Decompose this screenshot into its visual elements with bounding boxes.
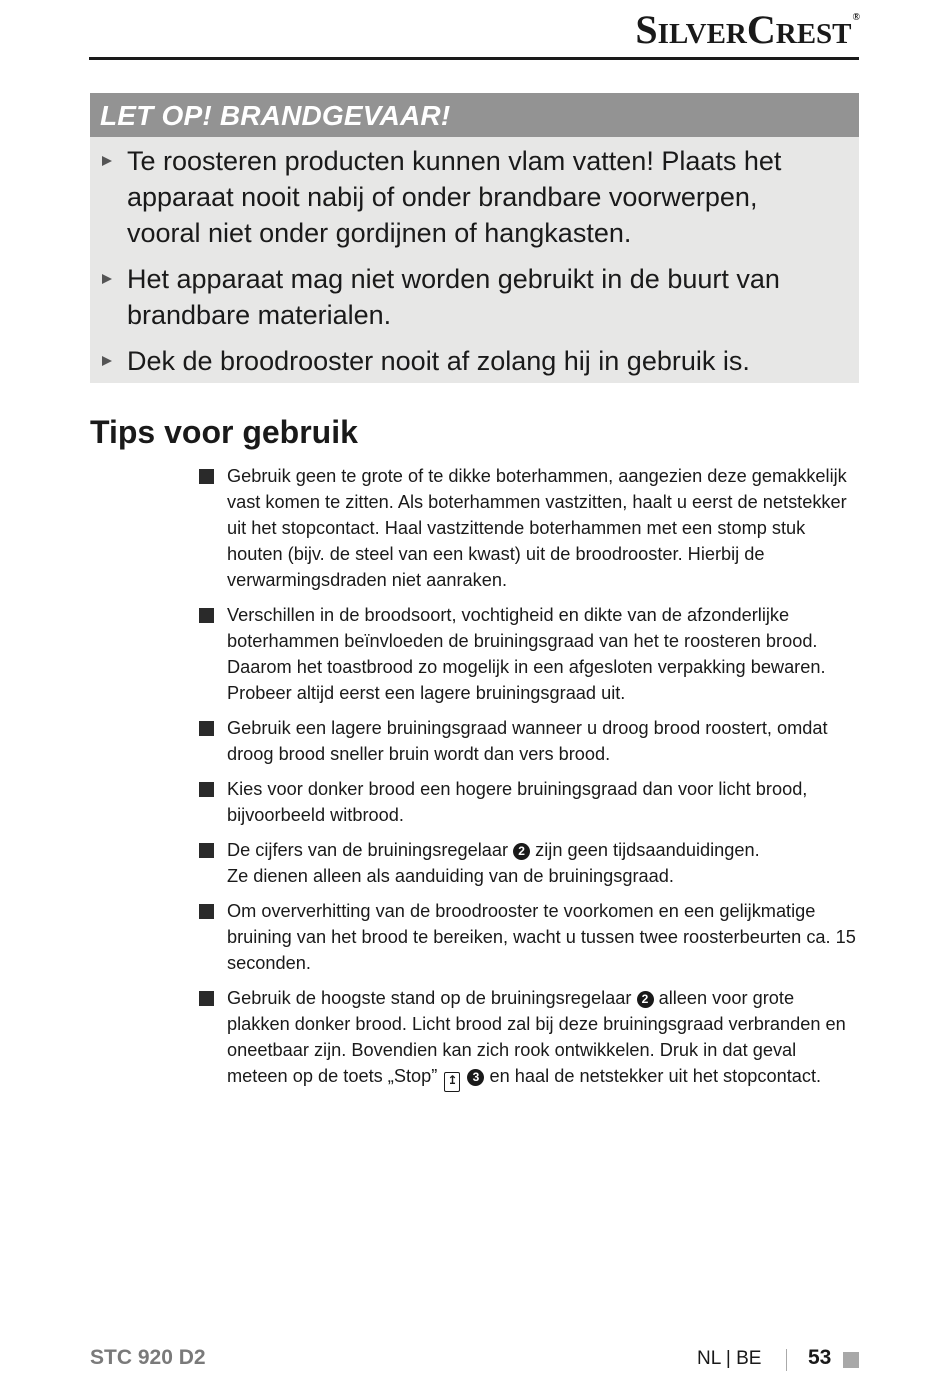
warning-title: LET OP! BRANDGEVAAR! <box>90 93 859 137</box>
bullet-square-icon <box>199 469 214 484</box>
number-badge: 3 <box>467 1069 484 1086</box>
tip-item: Verschillen in de broodsoort, vochtigheid en dikte van de afzonderlijke boterhammen beïnvloeden de bruiningsgraad van het te roosteren brood. Daarom het toastbrood zo mogelijk in een afgesloten verpakking bewaren. Probeer altijd eerst een lagere bruiningsgraad uit. <box>198 602 860 706</box>
tip-item: Gebruik geen te grote of te dikke boterhammen, aangezien deze gemakkelijk vast komen te zitten. Als boterhammen vastzitten, haalt u eerst de netstekker uit het stopcontact. Haal vastzittende boterhammen met een stomp stuk houten (bijv. de steel van een kwast) uit de broodrooster. Hierbij de verwarmingsdraden niet aanraken. <box>198 463 860 593</box>
footer-model: STC 920 D2 <box>90 1346 206 1369</box>
bullet-square-icon <box>199 608 214 623</box>
warning-box <box>90 93 859 383</box>
tip-item: Om oververhitting van de broodrooster te voorkomen en een gelijkmatige bruining van het brood te bereiken, wacht u tussen twee roosterbeurten ca. 15 seconden. <box>198 898 860 976</box>
warning-item: Het apparaat mag niet worden gebruikt in de buurt van brandbare materialen. <box>90 261 859 333</box>
bullet-square-icon <box>199 904 214 919</box>
bullet-triangle-icon <box>102 156 112 166</box>
warning-item: Dek de broodrooster nooit af zolang hij in gebruik is. <box>90 343 859 379</box>
footer-language: NL | BE <box>697 1348 762 1369</box>
bullet-triangle-icon <box>102 274 112 284</box>
tips-list <box>198 463 860 1101</box>
brand-logo: SILVERCREST® <box>635 7 860 52</box>
warning-list <box>90 137 859 379</box>
number-badge: 2 <box>513 843 530 860</box>
header-rule <box>89 57 859 60</box>
tip-item: Gebruik een lagere bruiningsgraad wanneer u droog brood roostert, omdat droog brood sneller bruin wordt dan vers brood. <box>198 715 860 767</box>
page-number: 53 <box>808 1346 832 1369</box>
number-badge: 2 <box>637 991 654 1008</box>
warning-item: Te roosteren producten kunnen vlam vatten! Plaats het apparaat nooit nabij of onder brandbare voorwerpen, vooral niet onder gordijnen of hangkasten. <box>90 143 859 251</box>
stop-button-icon: ↥ <box>444 1072 460 1092</box>
footer-square-icon <box>843 1352 859 1368</box>
bullet-triangle-icon <box>102 356 112 366</box>
footer-divider <box>786 1349 787 1371</box>
bullet-square-icon <box>199 843 214 858</box>
bullet-square-icon <box>199 721 214 736</box>
tip-item: Kies voor donker brood een hogere bruiningsgraad dan voor licht brood, bijvoorbeeld witbrood. <box>198 776 860 828</box>
tip-item: De cijfers van de bruiningsregelaar 2 zijn geen tijdsaanduidingen. Ze dienen alleen als aanduiding van de bruiningsgraad. <box>198 837 860 889</box>
section-title: Tips voor gebruik <box>90 414 358 450</box>
bullet-square-icon <box>199 782 214 797</box>
tip-item: Gebruik de hoogste stand op de bruiningsregelaar 2 alleen voor grote plakken donker brood. Licht brood zal bij deze bruiningsgraad verbranden en oneetbaar zijn. Bovendien kan zich rook ontwikkelen. Druk in dat geval meteen op de toets „Stop” ↥ 3 en haal de netstekker uit het stopcontact. <box>198 985 860 1092</box>
bullet-square-icon <box>199 991 214 1006</box>
